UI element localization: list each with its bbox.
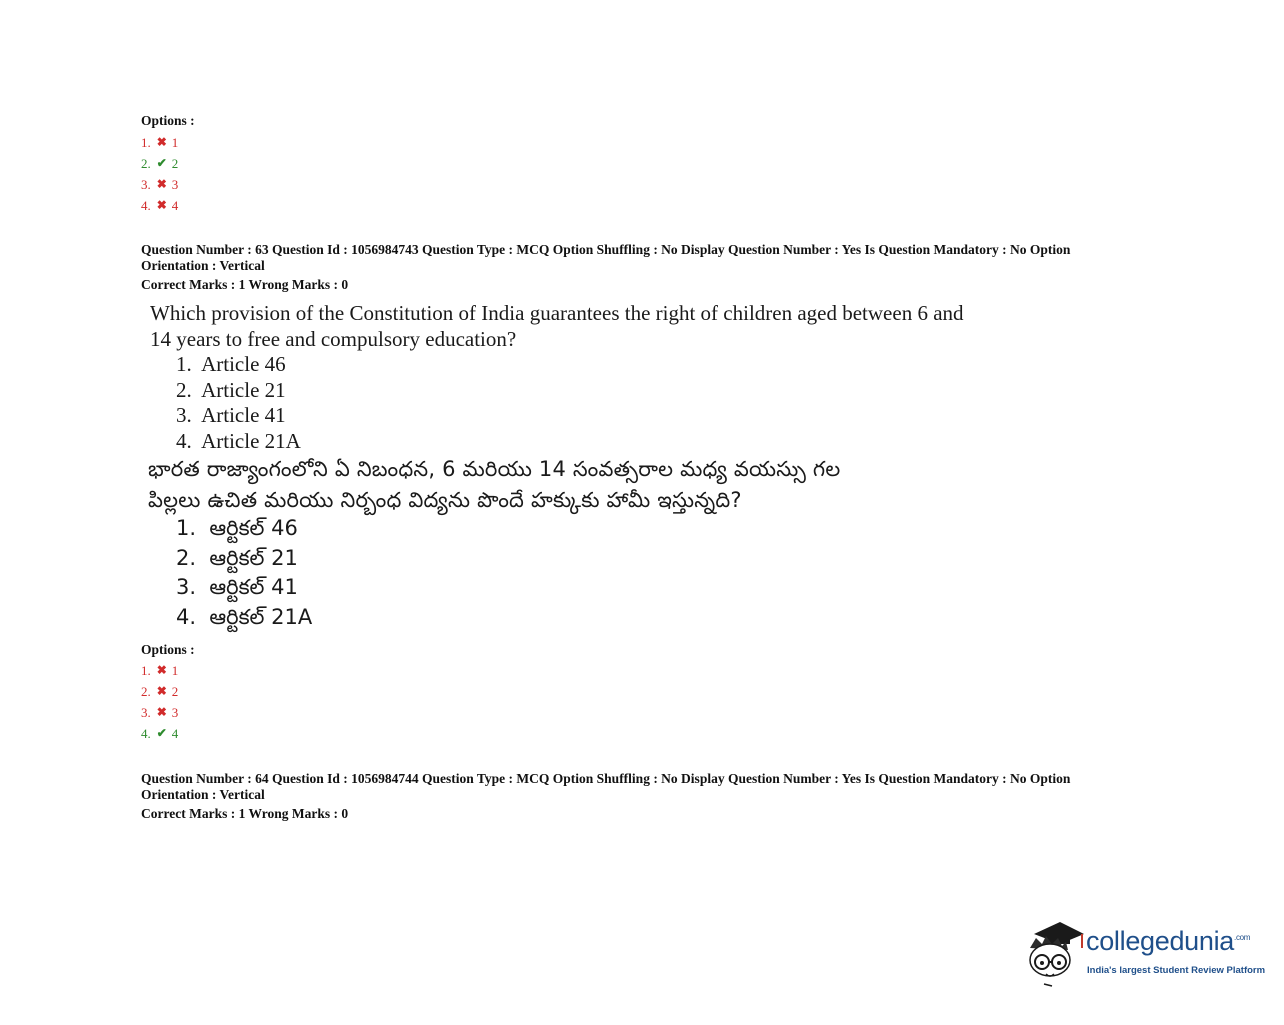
question-line: పిల్లలు ఉచిత మరియు నిర్బంధ విద్యను పొందే హక్కుకు హామీ ఇస్తున్నది? [148,488,742,512]
cross-icon: ✖ [156,684,167,698]
option-value: 4 [171,726,179,741]
option-row [141,153,178,174]
logo-tagline: India's largest Student Review Platform [1087,965,1266,976]
question-line: Which provision of the Constitution of India guarantees the right of children aged between 6 and [150,301,964,325]
english-option: 4. Article 21A [176,428,301,453]
option-number: 1. [141,663,151,678]
q63-telugu-question [148,454,1048,516]
cross-icon: ✖ [156,663,167,677]
q63-english-question [150,300,964,352]
option-value: 4 [171,198,179,213]
q64-meta-line2: Orientation : Vertical [141,787,265,802]
english-option: 1. Article 46 [176,352,286,376]
option-number: 3. [141,705,151,720]
option-number: 3. [141,177,151,192]
telugu-option: 3. ఆర్టికల్ 41 [176,575,298,599]
option-row [141,723,178,744]
option-number: 4. [141,198,151,213]
q63-meta-line2: Orientation : Vertical [141,258,265,273]
option-number: 2. [141,684,151,699]
q63-marks: Correct Marks : 1 Wrong Marks : 0 [141,277,349,292]
telugu-option: 4. ఆర్టికల్ 21A [176,604,313,629]
q63-english-options [176,352,301,454]
english-option: 2. Article 21 [176,377,286,402]
collegedunia-logo[interactable] [1026,918,1266,988]
cross-icon: ✖ [156,135,167,149]
logo-suffix: .com [1234,933,1251,942]
top-options-label: Options : [141,113,195,128]
option-number: 4. [141,726,151,741]
option-number: 2. [141,156,151,171]
option-row [141,681,178,702]
q63-meta-line1: Question Number : 63 Question Id : 1056984743 Question Type : MCQ Option Shuffling : No Display Question Number : Yes Is Question Mandatory : No Option [141,242,1071,257]
option-number: 1. [141,135,151,150]
question-line: భారత రాజ్యాంగంలోని ఏ నిబంధన, 6 మరియు 14 సంవత్సరాల మధ్య వయస్సు గల [148,457,841,481]
option-value: 2 [171,156,179,171]
option-value: 1 [171,135,179,150]
option-row [141,174,178,195]
cross-icon: ✖ [156,198,167,212]
option-row [141,660,178,681]
logo-name [1086,926,1250,957]
q63-options-label: Options : [141,642,195,657]
option-row [141,132,178,153]
q64-marks: Correct Marks : 1 Wrong Marks : 0 [141,806,349,821]
option-row [141,195,178,216]
question-line: 14 years to free and compulsory education? [150,327,517,351]
cross-icon: ✖ [156,705,167,719]
option-row [141,702,178,723]
top-options-list [141,132,178,216]
english-option: 3. Article 41 [176,403,286,427]
option-value: 3 [171,705,179,720]
check-icon: ✔ [156,726,167,740]
option-value: 3 [171,177,179,192]
telugu-option: 1. ఆర్టికల్ 46 [176,516,298,540]
mascot-icon [1026,918,1086,988]
check-icon: ✔ [156,156,167,170]
q63-telugu-options [176,514,312,632]
cross-icon: ✖ [156,177,167,191]
telugu-option: 2. ఆర్టికల్ 21 [176,545,298,570]
q63-options-list [141,660,178,744]
option-value: 2 [171,684,179,699]
logo-wordmark: collegedunia [1086,926,1235,956]
q64-meta-line1: Question Number : 64 Question Id : 1056984744 Question Type : MCQ Option Shuffling : No Display Question Number : Yes Is Question Mandatory : No Option [141,771,1071,786]
option-value: 1 [171,663,179,678]
